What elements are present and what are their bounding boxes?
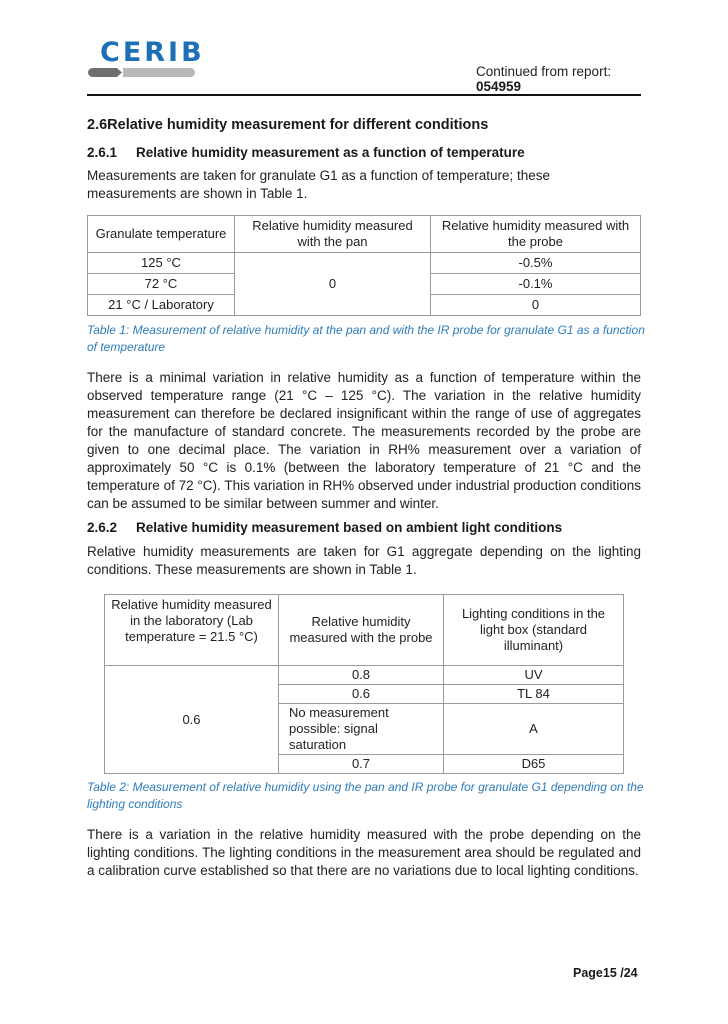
lighting-cell: D65 (444, 755, 624, 774)
section-title: Relative humidity measurement for different conditions (107, 117, 489, 133)
logo-text: CERIB (100, 37, 205, 68)
table-header-cell: Lighting conditions in the light box (standard illuminant) (444, 595, 624, 666)
probe-cell: 0.7 (279, 755, 444, 774)
table-1-caption: Table 1: Measurement of relative humidity at the pan and with the IR probe for granulate G1 as a function of temperature (87, 323, 645, 354)
probe-cell: 0.8 (279, 666, 444, 685)
probe-cell: -0.1% (431, 274, 641, 295)
table-header-row (88, 216, 641, 253)
table-2-caption: Table 2: Measurement of relative humidity using the pan and IR probe for granulate G1 depending on the lighting conditions (87, 780, 644, 811)
header-divider (87, 94, 641, 96)
table-header-cell: Relative humidity measured with the probe (279, 595, 444, 666)
section-heading (87, 117, 488, 133)
continued-label: Continued from report: (476, 64, 612, 79)
subsection2-intro: Relative humidity measurements are taken for G1 aggregate depending on the lighting conditions. These measurements are shown in Table 1. (87, 544, 641, 577)
table-header-row (105, 595, 624, 666)
subsection-heading-2 (87, 520, 562, 535)
lab-value-cell: 0.6 (105, 666, 279, 774)
report-number: 054959 (476, 79, 522, 94)
page-number: Page15 /24 (573, 966, 638, 980)
probe-cell: No measurement possible: signal saturation (279, 704, 444, 755)
lighting-cell: UV (444, 666, 624, 685)
table-header-cell: Granulate temperature (88, 216, 235, 253)
pan-value-cell: 0 (235, 253, 431, 316)
subsection1-paragraph: There is a minimal variation in relative humidity as a function of temperature within the observed temperature range (21 °C – 125 °C). The variation in the relative humidity measurement can therefore be declared insignificant within the range of use of aggregates for the manufacture of standard concrete. The measurements recorded by the probe are given to one decimal place. The variation in RH% measurement over a variation of approximately 50 °C is 0.1% (between the laboratory temperature of 21 °C and the temperature of 72 °C). This variation in RH% observed under industrial production conditions can be assumed to be similar between summer and winter. (87, 370, 641, 511)
subsection-number: 2.6.2 (87, 520, 118, 535)
subsection-title: Relative humidity measurement as a function of temperature (136, 145, 525, 160)
probe-cell: 0.6 (279, 685, 444, 704)
lighting-cell: TL 84 (444, 685, 624, 704)
subsection-heading-1 (87, 145, 525, 160)
temperature-cell: 21 °C / Laboratory (88, 295, 235, 316)
table-header-cell: Relative humidity measured with the probe (431, 216, 641, 253)
logo-bar-dark (88, 68, 122, 77)
subsection-title: Relative humidity measurement based on ambient light conditions (136, 520, 563, 535)
subsection-number: 2.6.1 (87, 145, 118, 160)
temperature-cell: 125 °C (88, 253, 235, 274)
table-row (105, 666, 624, 685)
table-row (88, 253, 641, 274)
section-number: 2.6 (87, 117, 108, 133)
table-header-cell: Relative humidity measured in the laboratory (Lab temperature = 21.5 °C) (105, 595, 279, 666)
probe-cell: 0 (431, 295, 641, 316)
temperature-cell: 72 °C (88, 274, 235, 295)
table-header-cell: Relative humidity measured with the pan (235, 216, 431, 253)
table-2 (104, 594, 624, 774)
subsection1-intro: Measurements are taken for granulate G1 as a function of temperature; these measurements are shown in Table 1. (87, 168, 551, 201)
lighting-cell: A (444, 704, 624, 755)
cerib-logo (86, 37, 205, 80)
subsection2-paragraph: There is a variation in the relative humidity measured with the probe depending on the lighting conditions. The lighting conditions in the measurement area should be regulated and a calibration curve established so that there are no variations due to local lighting conditions. (87, 827, 641, 878)
table-1 (87, 215, 641, 316)
logo-bar-light (123, 68, 195, 77)
probe-cell: -0.5% (431, 253, 641, 274)
